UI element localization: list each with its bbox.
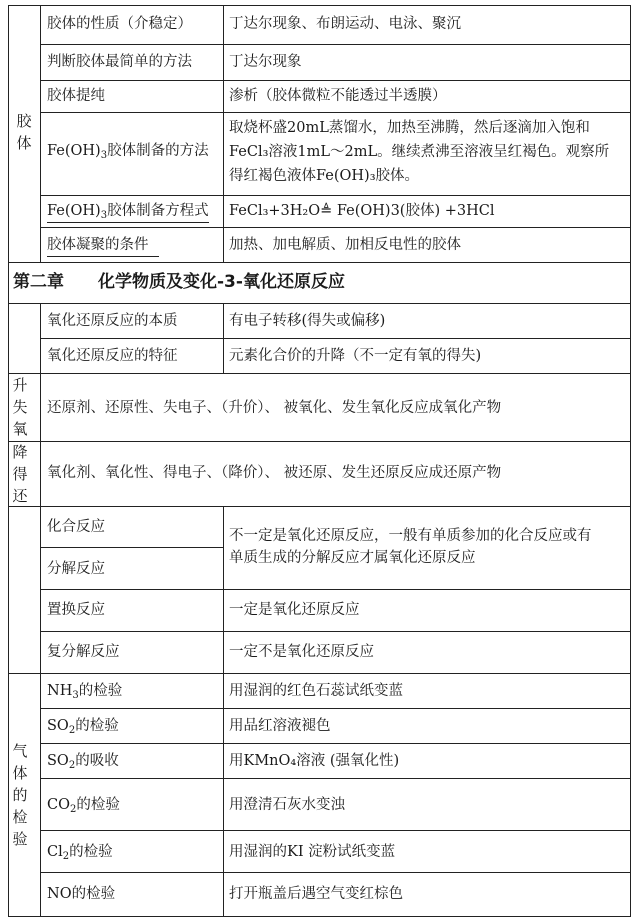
gas-value: 用品红溶液褪色 [229,718,331,734]
colloid-value: 丁达尔现象 [229,54,302,70]
row-divider [40,195,631,196]
row-divider [40,80,631,81]
fall-side-label: 降 得 还 [12,443,28,505]
gas-value: 用澄清石灰水变浊 [229,797,345,813]
colloid-label: $Fe(OH)_3$胶体制备的方法 [47,143,209,161]
reaction-type: 置换反应 [47,602,105,618]
reaction-value: 一定是氧化还原反应 [229,602,360,618]
section-divider [8,262,631,263]
row-divider [40,589,631,590]
section-divider [8,506,631,507]
row-divider [40,227,631,228]
gas-label: NO的检验 [47,886,116,902]
gas-value: 打开瓶盖后遇空气变红棕色 [229,886,403,902]
row-divider [40,112,631,113]
gas-label: $NH_3$的检验 [47,683,123,701]
col-divider [40,5,41,262]
col-divider [223,5,224,262]
section-divider [8,303,631,304]
gas-value: 用湿润的KI 淀粉试纸变蓝 [229,844,396,860]
colloid-label: 胶体凝聚的条件 [47,234,159,257]
redox-label: 氧化还原反应的本质 [47,313,178,329]
row-divider [40,872,631,873]
reaction-type: 复分解反应 [47,644,120,660]
row-divider [40,44,631,45]
colloid-label: $Fe(OH)_3$胶体制备方程式 [47,200,209,223]
section-divider [8,373,631,374]
gas-label: $CO_2$的检验 [47,797,120,815]
colloid-label: 判断胶体最简单的方法 [47,54,192,70]
redox-label: 氧化还原反应的特征 [47,348,178,364]
colloid-side-label: 胶 体 [16,112,32,152]
reaction-value: 一定不是氧化还原反应 [229,644,374,660]
colloid-label: 胶体的性质（介稳定） [47,16,192,32]
col-divider [223,506,224,917]
row-divider [40,547,223,548]
fall-text: 氧化剂、氧化性、得电子、（降价）、 被还原、发生还原反应成还原产物 [47,465,502,481]
colloid-value: 加热、加电解质、加相反电性的胶体 [229,237,461,253]
reaction-merged-value: 不一定是氧化还原反应，一般有单质参加的化合反应或有 单质生成的分解反应才属氧化还原反应 [229,528,592,566]
gas-value: 用KMnO₄溶液 (强氧化性) [229,753,400,769]
col-divider [223,303,224,373]
colloid-value: FeCl₃+3H₂O≜ Fe(OH)3(胶体) +3HCl [229,203,495,219]
colloid-value: 渗析（胶体微粒不能透过半透膜） [229,88,447,104]
row-divider [40,778,631,779]
redox-value: 有电子转移(得失或偏移) [229,313,386,329]
row-divider [40,631,631,632]
gas-side-label: 气 体 的 检 验 [12,742,28,848]
gas-label: $SO_2$的检验 [47,718,119,736]
gas-value: 用湿润的红色石蕊试纸变蓝 [229,683,403,699]
colloid-label: 胶体提纯 [47,88,105,104]
row-divider [40,830,631,831]
row-divider [40,338,631,339]
row-divider [40,743,631,744]
reaction-type: 分解反应 [47,561,105,577]
rise-text: 还原剂、还原性、失电子、（升价）、 被氧化、发生氧化反应成氧化产物 [47,400,502,416]
row-divider [40,708,631,709]
col-divider [40,506,41,917]
redox-value: 元素化合价的升降（不一定有氧的得失) [229,348,482,364]
section-divider [8,673,631,674]
rise-side-label: 升 失 氧 [12,376,28,438]
section-divider [8,441,631,442]
gas-label: $Cl_2$的检验 [47,844,113,862]
chapter-heading: 第二章 化学物质及变化-3-氧化还原反应 [13,272,345,292]
colloid-value: 取烧杯盛20mL蒸馏水，加热至沸腾，然后逐滴加入饱和 FeCl₃溶液1mL～2mL。继续煮沸至溶液呈红褐色。观察所 得红褐色液体Fe(OH)₃胶体。 [229,120,610,184]
gas-label: $SO_2$的吸收 [47,753,119,771]
col-divider [40,373,41,506]
col-divider [40,303,41,373]
reaction-type: 化合反应 [47,519,105,535]
colloid-value: 丁达尔现象、布朗运动、电泳、聚沉 [229,16,461,32]
